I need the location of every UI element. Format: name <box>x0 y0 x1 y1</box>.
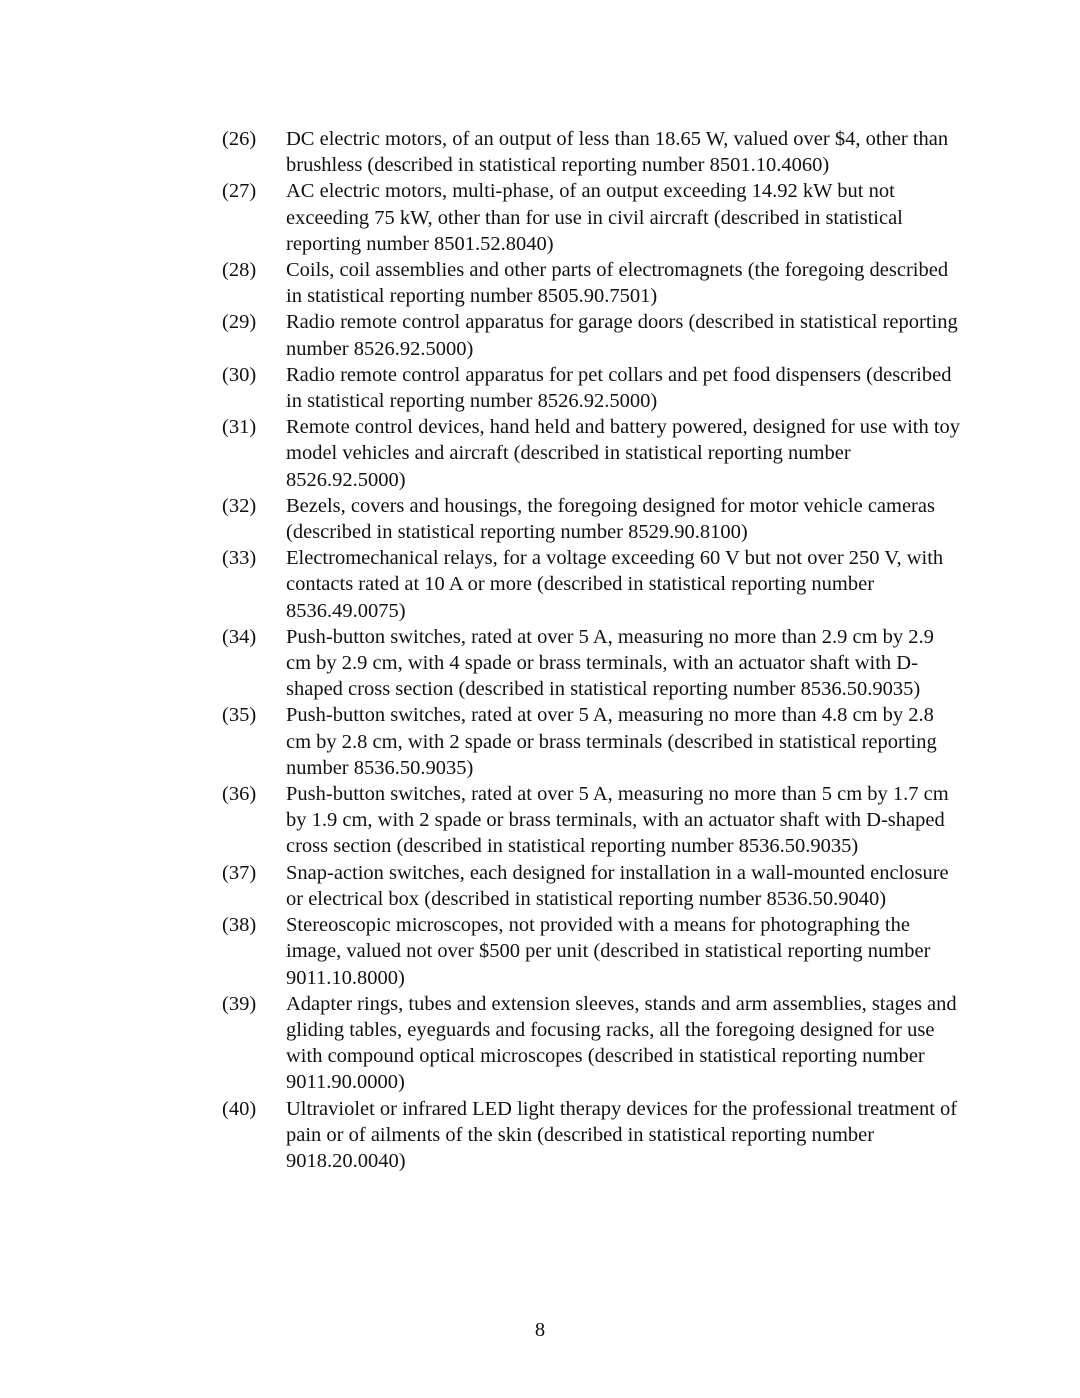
item-text: Bezels, covers and housings, the foregoing designed for motor vehicle cameras (described in statistical reporting number 8529.90.8100) <box>286 494 935 544</box>
list-item <box>222 912 962 991</box>
list-item <box>222 414 962 493</box>
item-text: AC electric motors, multi-phase, of an output exceeding 14.92 kW but not exceeding 75 kW, other than for use in civil aircraft (described in statistical reporting number 8501.52.8040) <box>286 180 903 255</box>
list-item <box>222 362 962 414</box>
list-item <box>222 126 962 178</box>
page-number: 8 <box>534 1319 546 1341</box>
list-item <box>222 860 962 912</box>
item-number: (37) <box>222 861 257 884</box>
item-text: Stereoscopic microscopes, not provided with a means for photographing the image, valued not over $500 per unit (described in statistical reporting number 9011.10.8000) <box>286 914 931 989</box>
item-number: (40) <box>222 1097 257 1120</box>
item-text: Radio remote control apparatus for garage doors (described in statistical reporting number 8526.92.5000) <box>286 311 958 360</box>
list-item <box>222 702 962 781</box>
item-number: (34) <box>222 625 257 648</box>
list-item <box>222 991 962 1096</box>
item-text: Push-button switches, rated at over 5 A, measuring no more than 2.9 cm by 2.9 cm by 2.9 cm, with 4 spade or brass terminals, with an actuator shaft with D-shaped cross section (described in statistical reporting number 8536.50.9035) <box>286 625 934 701</box>
list-item <box>222 493 962 545</box>
item-text: Coils, coil assemblies and other parts of electromagnets (the foregoing described in statistical reporting number 8505.90.7501) <box>286 259 949 308</box>
item-text: Remote control devices, hand held and battery powered, designed for use with toy model vehicles and aircraft (described in statistical reporting number 8526.92.5000) <box>286 416 961 491</box>
item-text: DC electric motors, of an output of less than 18.65 W, valued over $4, other than brushless (described in statistical reporting number 8501.10.4060) <box>286 128 949 177</box>
item-number: (28) <box>222 259 257 282</box>
item-number: (39) <box>222 992 257 1015</box>
item-text: Electromechanical relays, for a voltage exceeding 60 V but not over 250 V, with contacts rated at 10 A or more (described in statistical reporting number 8536.49.0075) <box>286 547 944 622</box>
item-number: (35) <box>222 704 257 727</box>
list-item <box>222 781 962 860</box>
item-number: (29) <box>222 311 257 334</box>
item-text: Adapter rings, tubes and extension sleeves, stands and arm assemblies, stages and gliding tables, eyeguards and focusing racks, all the foregoing designed for use with compound optical microscopes (described in statistical reporting number 9011.90.0000) <box>286 992 957 1094</box>
item-text: Ultraviolet or infrared LED light therapy devices for the professional treatment of pain or of ailments of the skin (described in statistical reporting number 9018.20.0040) <box>286 1097 958 1172</box>
item-number: (32) <box>222 494 257 517</box>
item-number: (26) <box>222 128 257 150</box>
list-item <box>222 545 962 624</box>
item-text: Snap-action switches, each designed for installation in a wall-mounted enclosure or electrical box (described in statistical reporting number 8536.50.9040) <box>286 861 949 910</box>
list-item <box>222 624 962 703</box>
list-item <box>222 1096 962 1175</box>
item-number: (33) <box>222 547 257 570</box>
item-number: (31) <box>222 416 257 439</box>
item-number: (27) <box>222 180 257 203</box>
item-text: Push-button switches, rated at over 5 A, measuring no more than 4.8 cm by 2.8 cm by 2.8 cm, with 2 spade or brass terminals (described in statistical reporting number 8536.50.9035) <box>286 704 937 779</box>
item-number: (30) <box>222 363 257 386</box>
item-number: (38) <box>222 914 257 937</box>
list-item <box>222 178 962 257</box>
item-list <box>222 126 962 1174</box>
item-text: Radio remote control apparatus for pet collars and pet food dispensers (described in statistical reporting number 8526.92.5000) <box>286 363 952 413</box>
list-item <box>222 309 962 361</box>
item-text: Push-button switches, rated at over 5 A, measuring no more than 5 cm by 1.7 cm by 1.9 cm, with 2 spade or brass terminals, with an actuator shaft with D-shaped cross section (described in statistical reporting number 8536.50.9035) <box>286 783 949 858</box>
list-item <box>222 257 962 309</box>
item-number: (36) <box>222 783 257 806</box>
